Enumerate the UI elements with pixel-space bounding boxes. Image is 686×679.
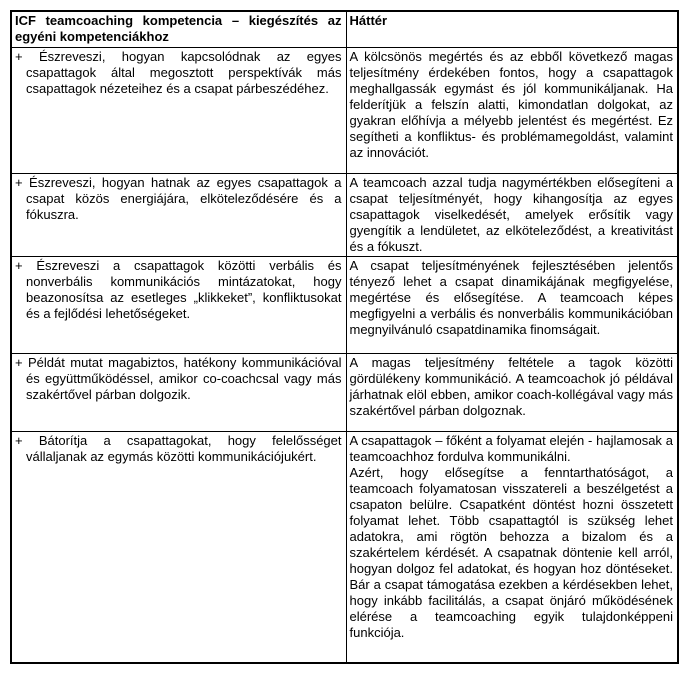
table-row — [11, 256, 678, 353]
header-cell-background — [346, 11, 678, 47]
competency-body: Észreveszi a csapattagok közötti verbális és nonverbális kommunikációs mintázatokat, hogy beazonosítsa az esetleges „klikkeket”, konfliktusokat és a fejlődési lehetőségeket. — [26, 257, 342, 321]
competency-body: Bátorítja a csapattagokat, hogy felelősséget vállaljanak az egymás közötti kommunikációjukért. — [26, 432, 342, 464]
background-cell — [346, 47, 678, 173]
competency-cell — [11, 47, 346, 173]
background-paragraph: Azért, hogy elősegítse a fenntarthatóságot, a teamcoach folyamatosan visszatereli a beszélgetést a csapaton belülre. Csapatként döntést hozni összetett folyamat lehet. Több csapattagtól is szükség lehet adatokra, ami rögtön behozza a bizalom és a szakértelem kérdését. A csapatnak döntenie kell arról, hogyan dolgoz fel adatokat, és hogyan hoz döntéseket. Bár a csapat támogatása ezekben a kérdésekben lehet, hogy inkább facilitálás, a csapat önjáró működésének elérése a teamcoaching egyik tulajdonképpeni funkciója. — [349, 464, 673, 640]
competency-body: Példát mutat magabiztos, hatékony kommunikációval és együttműködéssel, amikor co-coachcsal vagy más szakértővel párban dolgozik. — [26, 354, 342, 402]
background-column-title: Háttér — [349, 13, 388, 28]
table-row — [11, 353, 678, 431]
competency-table — [10, 10, 679, 664]
table-header-row — [11, 11, 678, 47]
competency-column-title: ICF teamcoaching kompetencia – kiegészítés az egyéni kompetenciákhoz — [15, 13, 342, 44]
background-cell — [346, 256, 678, 353]
competency-cell — [11, 431, 346, 663]
header-cell-competency — [11, 11, 346, 47]
competency-cell — [11, 256, 346, 353]
competency-text — [15, 175, 342, 223]
competency-cell — [11, 173, 346, 256]
bullet-marker: + — [15, 432, 23, 448]
background-paragraph: A magas teljesítmény feltétele a tagok közötti gördülékeny kommunikáció. A teamcoachok jó példával járhatnak elöl ebben, amikor coach-kollégával vagy más szakértővel párban dolgoznak. — [349, 354, 673, 418]
background-paragraph: A teamcoach azzal tudja nagymértékben elősegíteni a csapat teljesítményét, hogy kihangosítja az egyes csapattagok viselkedését, amelyek erősítik vagy gyengítik a lendületet, az elköteleződést, a kreativitást és a fókuszt. — [349, 174, 673, 254]
table-row — [11, 173, 678, 256]
competency-cell — [11, 353, 346, 431]
table-row — [11, 431, 678, 663]
competency-text — [15, 355, 342, 403]
competency-text — [15, 49, 342, 97]
table-row — [11, 47, 678, 173]
bullet-marker: + — [15, 354, 23, 370]
bullet-marker: + — [15, 257, 23, 273]
background-paragraph: A kölcsönös megértés és az ebből következő magas teljesítmény érdekében fontos, hogy a csapattagok meghallgassák egymást és jól kommunikáljanak. Ha felderítjük a felszín alatti, kimondatlan dolgokat, az gyakran előhívja a mélyebb jelentést és megértést. Ez segítheti a konfliktus- és problémamegoldást, valamint az innovációt. — [349, 48, 673, 160]
competency-body: Észreveszi, hogyan kapcsolódnak az egyes csapattagok által megosztott perspektívák más csapattagok nézeteihez és a csapat párbeszédéhez. — [26, 48, 342, 96]
competency-body: Észreveszi, hogyan hatnak az egyes csapattagok a csapat közös energiájára, elköteleződésére és a fókuszra. — [26, 174, 342, 222]
competency-text — [15, 258, 342, 322]
background-paragraph: A csapattagok – főként a folyamat elején - hajlamosak a teamcoachhoz fordulva kommunikálni. — [349, 432, 673, 464]
competency-text — [15, 433, 342, 465]
background-paragraph: A csapat teljesítményének fejlesztésében jelentős tényező lehet a csapat dinamikájának megfigyelése, megértése és elősegítése. A teamcoach képes megfigyelni a verbális és nonverbális kommunikációban megnyilvánuló csapatdinamika finomságait. — [349, 257, 673, 337]
background-cell — [346, 353, 678, 431]
bullet-marker: + — [15, 48, 23, 64]
background-cell — [346, 431, 678, 663]
background-cell — [346, 173, 678, 256]
bullet-marker: + — [15, 174, 23, 190]
